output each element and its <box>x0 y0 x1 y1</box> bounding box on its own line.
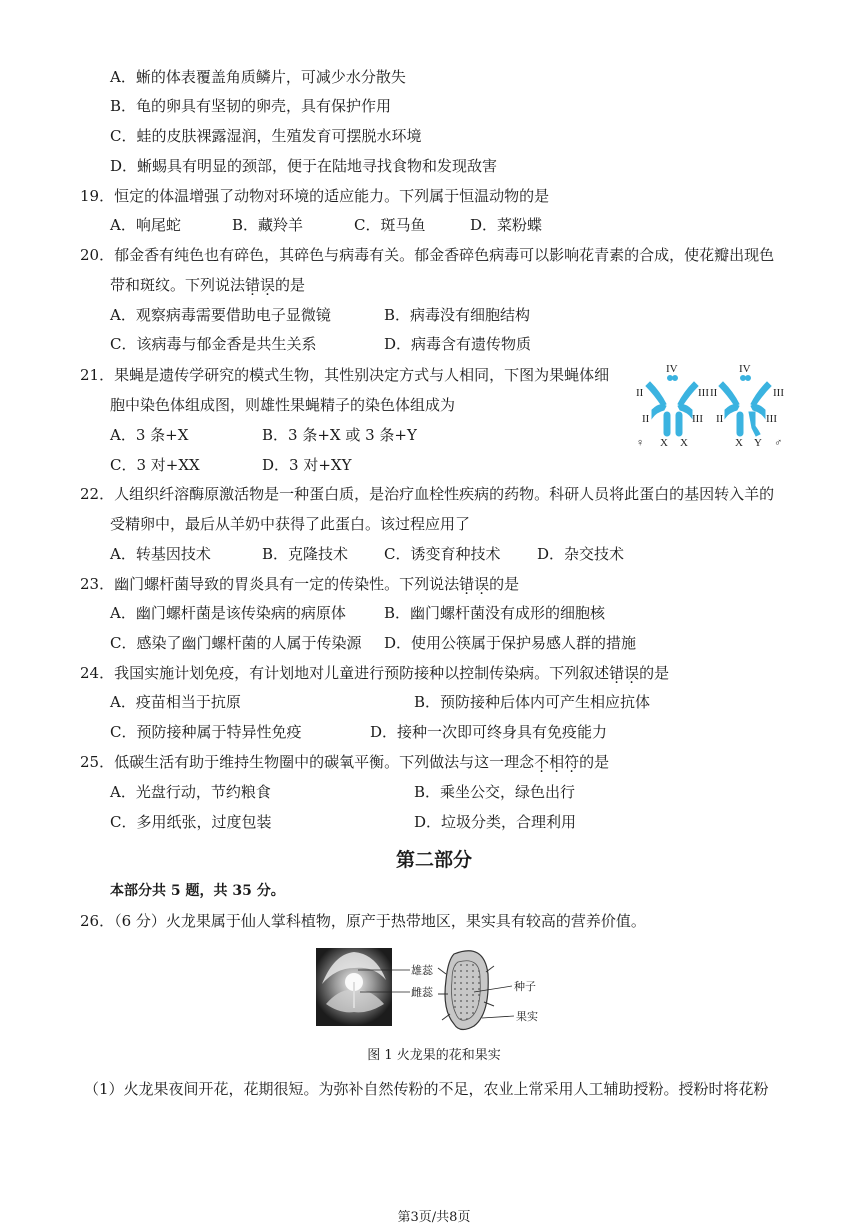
female-chromosome-iii-right <box>678 382 698 406</box>
q20-stem-line2 <box>110 276 305 294</box>
section-intro: 本部分共 5 题，共 35 分。 <box>110 883 285 899</box>
q24-stem-pre: 24．我国实施计划免疫，有计划地对儿童进行预防接种以控制传染病。下列叙述 <box>80 664 610 682</box>
male-chromosome-y <box>749 412 760 436</box>
q19-option-b: B．藏羚羊 <box>232 216 304 234</box>
q24-option-b: B．预防接种后体内可产生相应抗体 <box>414 693 651 711</box>
q21-option-c: C．3 对+XX <box>110 456 200 474</box>
q21-option-b: B．3 条+X 或 3 条+Y <box>262 426 417 444</box>
q24-stem-post: 的是 <box>639 664 670 682</box>
q21-option-d: D．3 对+XY <box>262 456 352 474</box>
q25-option-a: A．光盘行动，节约粮食 <box>110 783 271 801</box>
q24-option-a: A．疫苗相当于抗原 <box>110 693 241 711</box>
label-female-symbol: ♀ <box>636 437 645 449</box>
q22-option-b: B．克隆技术 <box>262 545 349 563</box>
q20-option-a: A．观察病毒需要借助电子显微镜 <box>110 306 331 324</box>
q25-option-c: C．多用纸张，过度包装 <box>110 813 272 831</box>
male-chromosome-ii-left <box>719 382 739 406</box>
pitaya-flower-fruit-figure <box>314 944 554 1034</box>
q18-option-b: B．龟的卵具有坚韧的卵壳，具有保护作用 <box>110 97 392 115</box>
male-chromosome-iii-right <box>751 382 771 406</box>
female-chromosome-set <box>646 376 698 437</box>
label-female-x2: X <box>680 437 688 449</box>
q23-emphasis-1: 错 <box>459 575 475 593</box>
q25-stem <box>80 753 609 771</box>
female-chromosome-x2 <box>676 412 682 436</box>
q23-option-a: A．幽门螺杆菌是该传染病的病原体 <box>110 604 346 622</box>
label-female-iii-bottom: III <box>692 413 703 425</box>
q20-option-b: B．病毒没有细胞结构 <box>384 306 531 324</box>
q23-option-c: C．感染了幽门螺杆菌的人属于传染源 <box>110 634 362 652</box>
q22-stem-line1: 22．人组织纤溶酶原激活物是一种蛋白质，是治疗血栓性疾病的药物。科研人员将此蛋白的基因转入羊的 <box>80 485 775 503</box>
q19-option-d: D．菜粉蝶 <box>470 216 543 234</box>
label-pistil: 雌蕊 <box>411 987 433 999</box>
q26-stem: 26．（6 分）火龙果属于仙人掌科植物，原产于热带地区，果实具有较高的营养价值。 <box>80 912 646 930</box>
q22-option-d: D．杂交技术 <box>537 545 625 563</box>
female-chromosome-iv <box>668 376 673 381</box>
male-chromosome-x <box>737 412 743 436</box>
fruit-fly-chromosome-figure <box>630 360 796 452</box>
label-female-iii-top: III <box>698 387 709 399</box>
female-chromosome-x1 <box>664 412 670 436</box>
q19-stem: 19．恒定的体温增强了动物对环境的适应能力。下列属于恒温动物的是 <box>80 187 550 205</box>
q25-emphasis-2: 相 <box>549 753 565 771</box>
label-female-x1: X <box>660 437 668 449</box>
q23-stem <box>80 575 519 593</box>
female-chromosome-ii-left <box>646 382 666 406</box>
q23-stem-post: 的是 <box>489 575 520 593</box>
q18-option-a: A．蜥的体表覆盖角质鳞片，可减少水分散失 <box>110 68 406 86</box>
q25-emphasis-3: 符 <box>564 753 580 771</box>
label-male-symbol: ♂ <box>774 437 783 449</box>
fruit-leader-line <box>482 1016 514 1018</box>
figure-caption: 图 1 火龙果的花和果实 <box>367 1048 501 1063</box>
q24-option-c: C．预防接种属于特异性免疫 <box>110 723 302 741</box>
label-stamen: 雄蕊 <box>411 965 433 977</box>
q25-option-b: B．乘坐公交，绿色出行 <box>414 783 576 801</box>
label-male-iv: IV <box>739 363 751 375</box>
q21-stem-line1: 21．果蝇是遗传学研究的模式生物，其性别决定方式与人相同，下图为果蝇体细 <box>80 366 610 384</box>
q24-emphasis-1: 错 <box>609 664 625 682</box>
label-female-ii-top: II <box>636 387 644 399</box>
label-fruit: 果实 <box>516 1011 538 1023</box>
page-footer: 第3页/共8页 <box>397 1210 471 1225</box>
label-male-iii-bottom: III <box>766 413 777 425</box>
q25-stem-post: 的是 <box>579 753 610 771</box>
q21-option-a: A．3 条+X <box>110 426 189 444</box>
q21-stem-line2: 胞中染色体组成图，则雄性果蝇精子的染色体组成为 <box>110 396 456 414</box>
q20-stem-post: 的是 <box>275 276 306 294</box>
flower-photo <box>316 948 392 1026</box>
q25-stem-pre: 25．低碳生活有助于维持生物圈中的碳氧平衡。下列做法与这一理念 <box>80 753 535 771</box>
label-male-iii-top: III <box>773 387 784 399</box>
male-chromosome-iv <box>741 376 746 381</box>
q23-emphasis-2: 误 <box>474 575 490 593</box>
q24-emphasis-2: 误 <box>624 664 640 682</box>
q23-option-b: B．幽门螺杆菌没有成形的细胞核 <box>384 604 606 622</box>
q19-option-a: A．响尾蛇 <box>110 216 181 234</box>
q22-stem-line2: 受精卵中，最后从羊奶中获得了此蛋白。该过程应用了 <box>110 515 471 533</box>
q22-option-a: A．转基因技术 <box>110 545 211 563</box>
male-chromosome-set <box>719 376 771 437</box>
q25-emphasis-1: 不 <box>534 753 550 771</box>
q24-option-d: D．接种一次即可终身具有免疫能力 <box>370 723 608 741</box>
label-male-ii-bottom: II <box>716 413 724 425</box>
q23-option-d: D．使用公筷属于保护易感人群的措施 <box>384 634 637 652</box>
q18-option-c: C．蛙的皮肤裸露湿润，生殖发育可摆脱水环境 <box>110 127 422 145</box>
q23-stem-pre: 23．幽门螺杆菌导致的胃炎具有一定的传染性。下列说法 <box>80 575 460 593</box>
label-female-ii-bottom: II <box>642 413 650 425</box>
label-female-iv: IV <box>666 363 678 375</box>
q20-option-d: D．病毒含有遗传物质 <box>384 335 532 353</box>
label-male-ii-top: II <box>710 387 718 399</box>
q18-option-d: D．蜥蜴具有明显的颈部，便于在陆地寻找食物和发现敌害 <box>110 157 498 175</box>
q20-emphasis-2: 误 <box>260 276 276 294</box>
q20-stem-line1: 20．郁金香有纯色也有碎色，其碎色与病毒有关。郁金香碎色病毒可以影响花青素的合成，使花瓣出现色 <box>80 246 775 264</box>
q19-option-c: C．斑马鱼 <box>354 216 426 234</box>
q24-stem <box>80 664 669 682</box>
q26-sub1: （1）火龙果夜间开花，花期很短。为弥补自然传粉的不足，农业上常采用人工辅助授粉。授粉时将花粉 <box>84 1080 769 1098</box>
q20-option-c: C．该病毒与郁金香是共生关系 <box>110 335 317 353</box>
q22-option-c: C．诱变育种技术 <box>384 545 501 563</box>
q25-option-d: D．垃圾分类，合理利用 <box>414 813 577 831</box>
section-title: 第二部分 <box>395 849 472 871</box>
label-male-y: Y <box>754 437 762 449</box>
label-seed: 种子 <box>514 981 536 993</box>
q20-emphasis-1: 错 <box>245 276 261 294</box>
label-male-x: X <box>735 437 743 449</box>
q20-stem-pre: 带和斑纹。下列说法 <box>110 276 246 294</box>
